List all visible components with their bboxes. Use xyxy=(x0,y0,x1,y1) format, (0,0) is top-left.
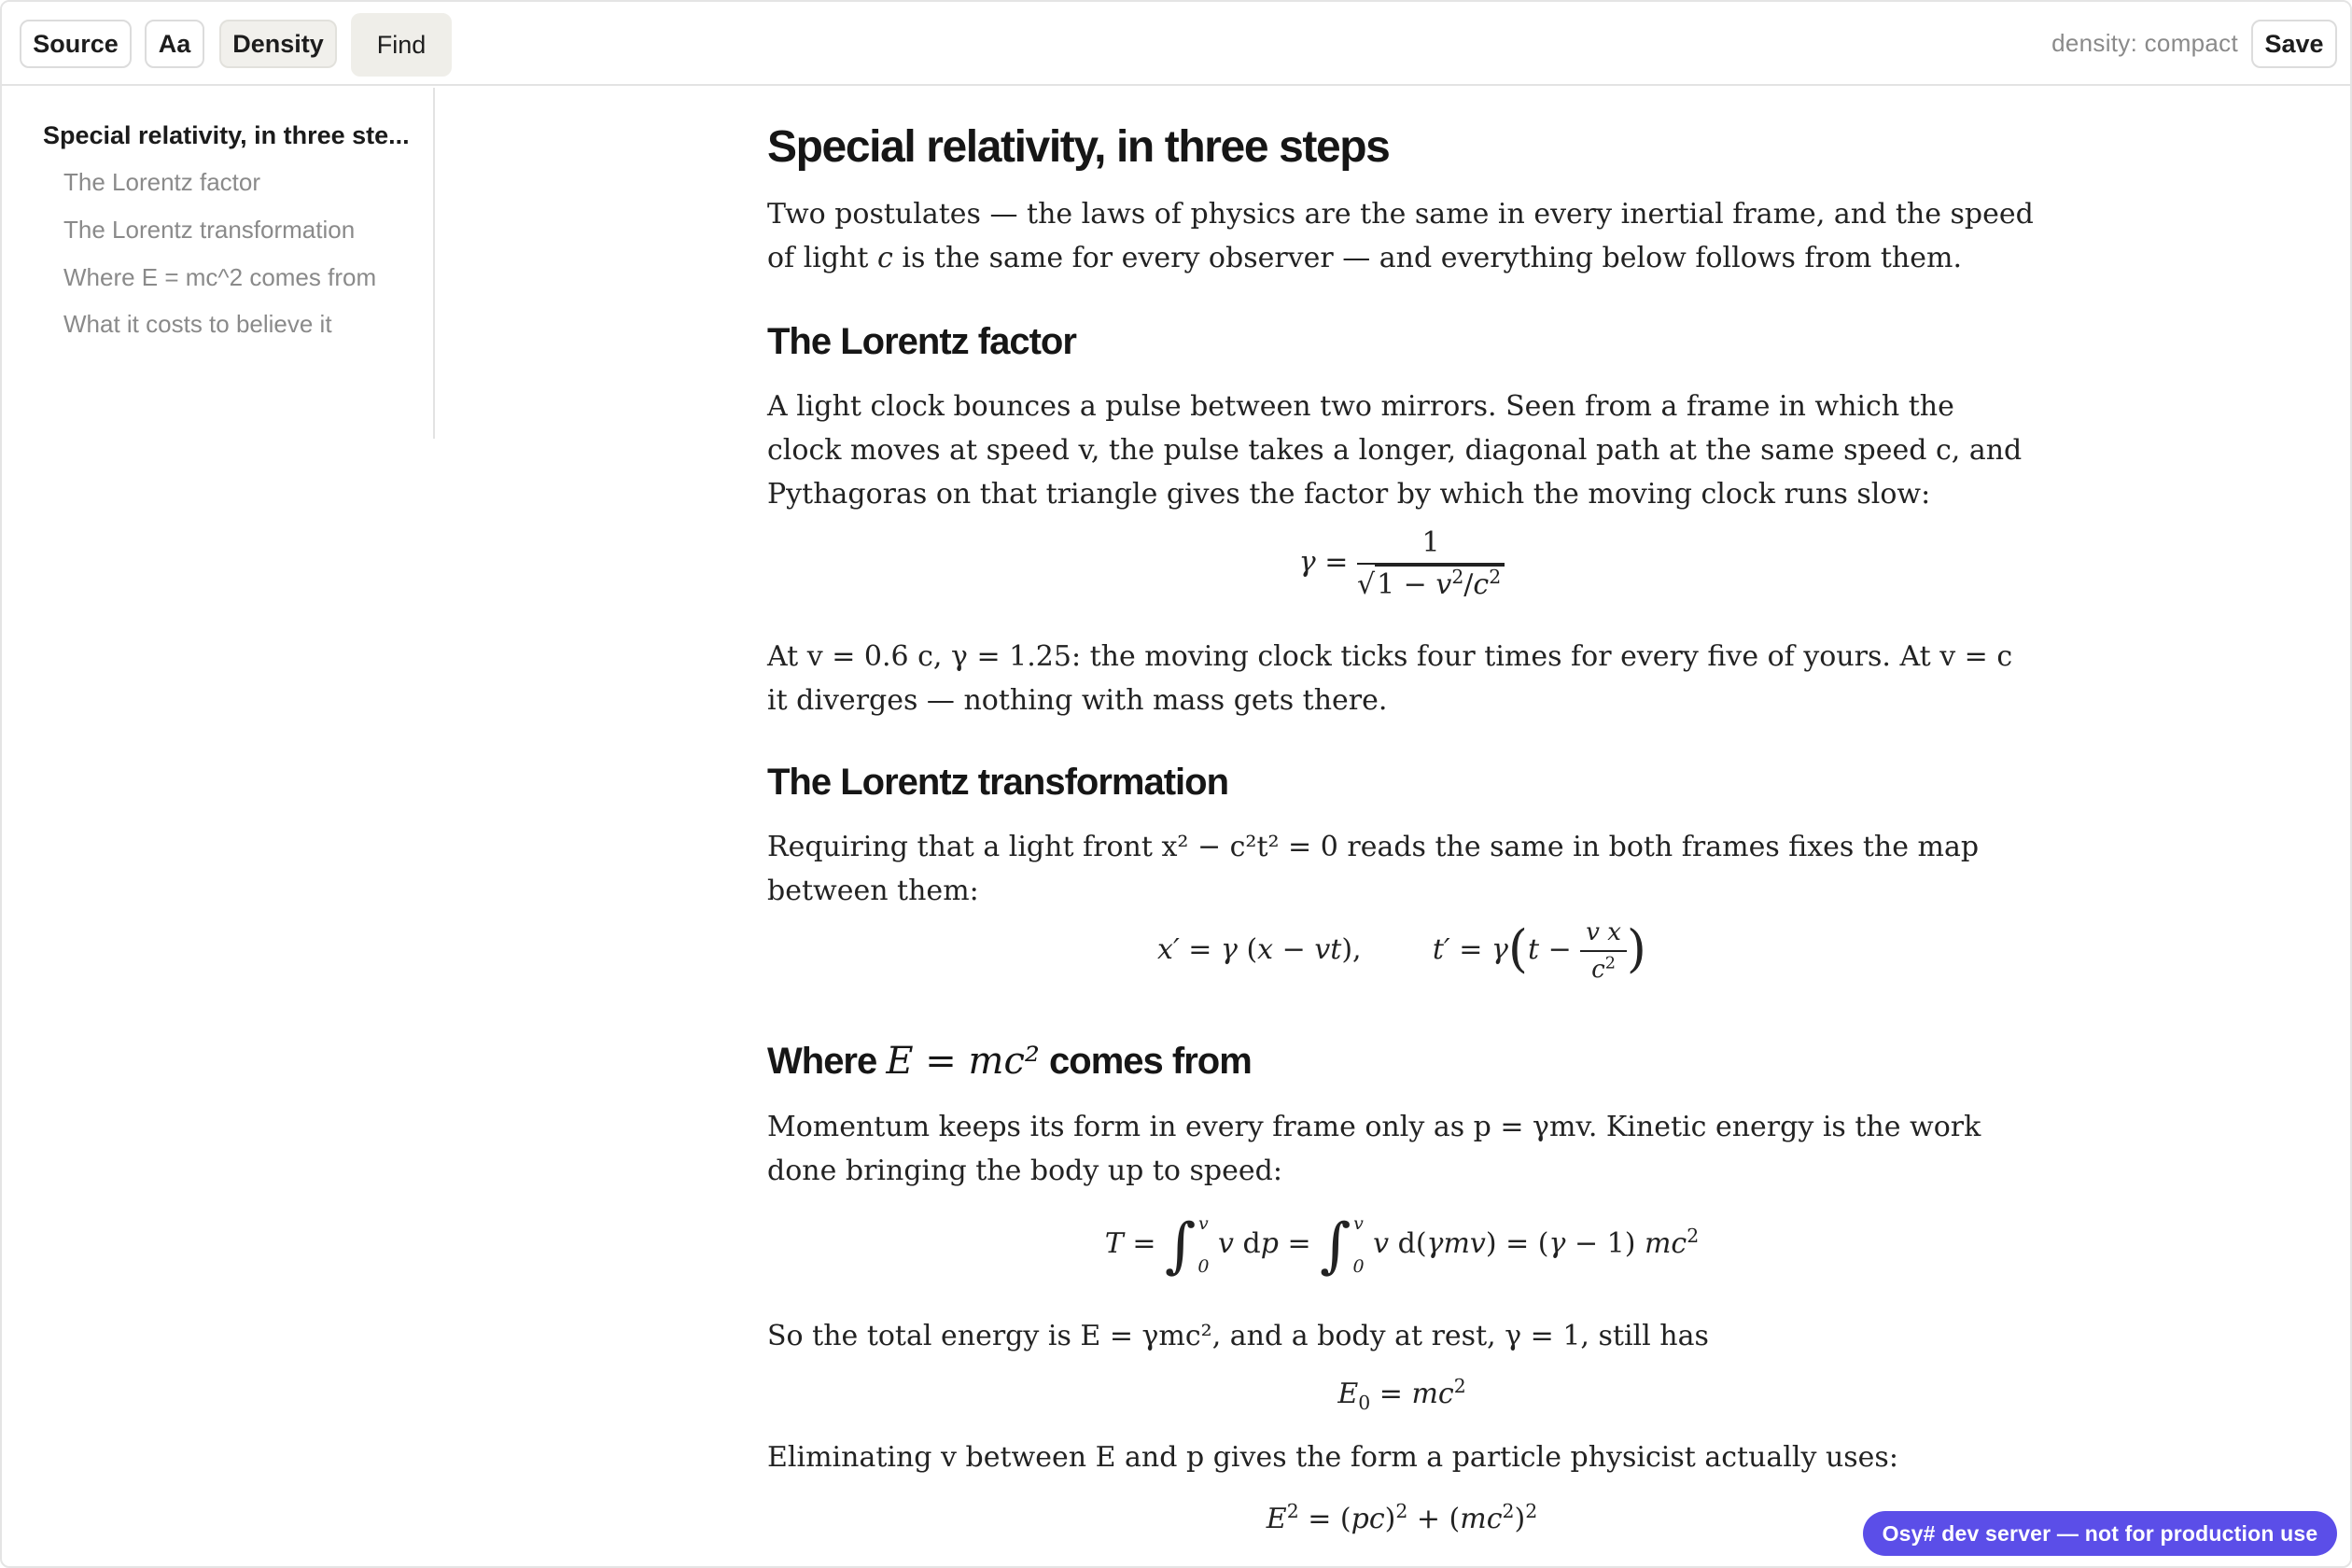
equation-lorentz-transformation: x′ = γ (x − vt), t′ = γ(t − $\frac{\text{v x}}{c^2}$ ) xyxy=(1157,918,1646,984)
table-of-contents xyxy=(2,88,435,439)
font-button[interactable]: Aa xyxy=(145,20,204,68)
dev-server-badge: Osy# dev server — not for production use xyxy=(1863,1511,2337,1556)
toolbar xyxy=(2,2,2350,86)
lorentz-transformation-paragraph: Requiring that a light front x² − c²t² = 0 reads the same in both frames fixes the map between them: xyxy=(767,831,1980,907)
save-button[interactable]: Save xyxy=(2251,20,2337,68)
density-button[interactable]: Density xyxy=(219,20,337,68)
section-heading-lorentz-factor: The Lorentz factor xyxy=(767,321,1076,362)
equation-kinetic-energy: T = ∫ v 0 v dp = ∫ v 0 v d(γmv) = (γ − 1) $mc^2$ xyxy=(1104,1211,1700,1281)
find-button[interactable]: Find xyxy=(351,13,452,77)
equation-rest-energy: $E_0 = mc^2$ xyxy=(1337,1374,1466,1415)
toc-item-lorentz-factor[interactable]: The Lorentz factor xyxy=(63,168,260,196)
intro-paragraph: Two postulates — the laws of physics are the same in every inertial frame, and the speed of light c is the same for every observer — and everything below follows from them. xyxy=(767,198,2034,274)
eliminating-paragraph: Eliminating v between E and p gives the form a particle physicist actually uses: xyxy=(767,1441,1898,1474)
lorentz-factor-paragraph: A light clock bounces a pulse between two mirrors. Seen from a frame in which the clock moves at speed v, the pulse takes a longer, diagonal path at the same speed c, and Pythagoras on that triangle gives the factor by which the moving clock runs slow: xyxy=(767,390,2023,511)
momentum-paragraph: Momentum keeps its form in every frame only as p = γmv. Kinetic energy is the work done bringing the body up to speed: xyxy=(767,1111,1981,1187)
toc-item-mass-energy[interactable]: Where E = mc^2 comes from xyxy=(63,263,377,291)
toc-item-title[interactable]: Special relativity, in three ste... xyxy=(43,121,410,149)
section-heading-lorentz-transformation: The Lorentz transformation xyxy=(767,762,1229,803)
total-energy-paragraph: So the total energy is E = γmc², and a body at rest, γ = 1, still has xyxy=(767,1320,1709,1352)
source-button[interactable]: Source xyxy=(20,20,132,68)
gamma-example-paragraph: At v = 0.6 c, γ = 1.25: the moving clock ticks four times for every five of yours. At v = c it diverges — nothing with mass gets there. xyxy=(767,640,2013,717)
document-title: Special relativity, in three steps xyxy=(767,122,1390,172)
equation-gamma: γ = $\frac{1}{√1 - v^2/c^2}$ xyxy=(767,526,2037,601)
toc-item-lorentz-transformation[interactable]: The Lorentz transformation xyxy=(63,216,356,244)
equation-energy-momentum: $E^2 = (pc)^2 + (mc^2)^2$ xyxy=(1266,1499,1538,1535)
section-heading-mass-energy: Where E = mc² comes from xyxy=(767,1040,1252,1083)
density-status: density: compact xyxy=(2051,29,2238,57)
toc-item-costs[interactable]: What it costs to believe it xyxy=(63,310,332,338)
